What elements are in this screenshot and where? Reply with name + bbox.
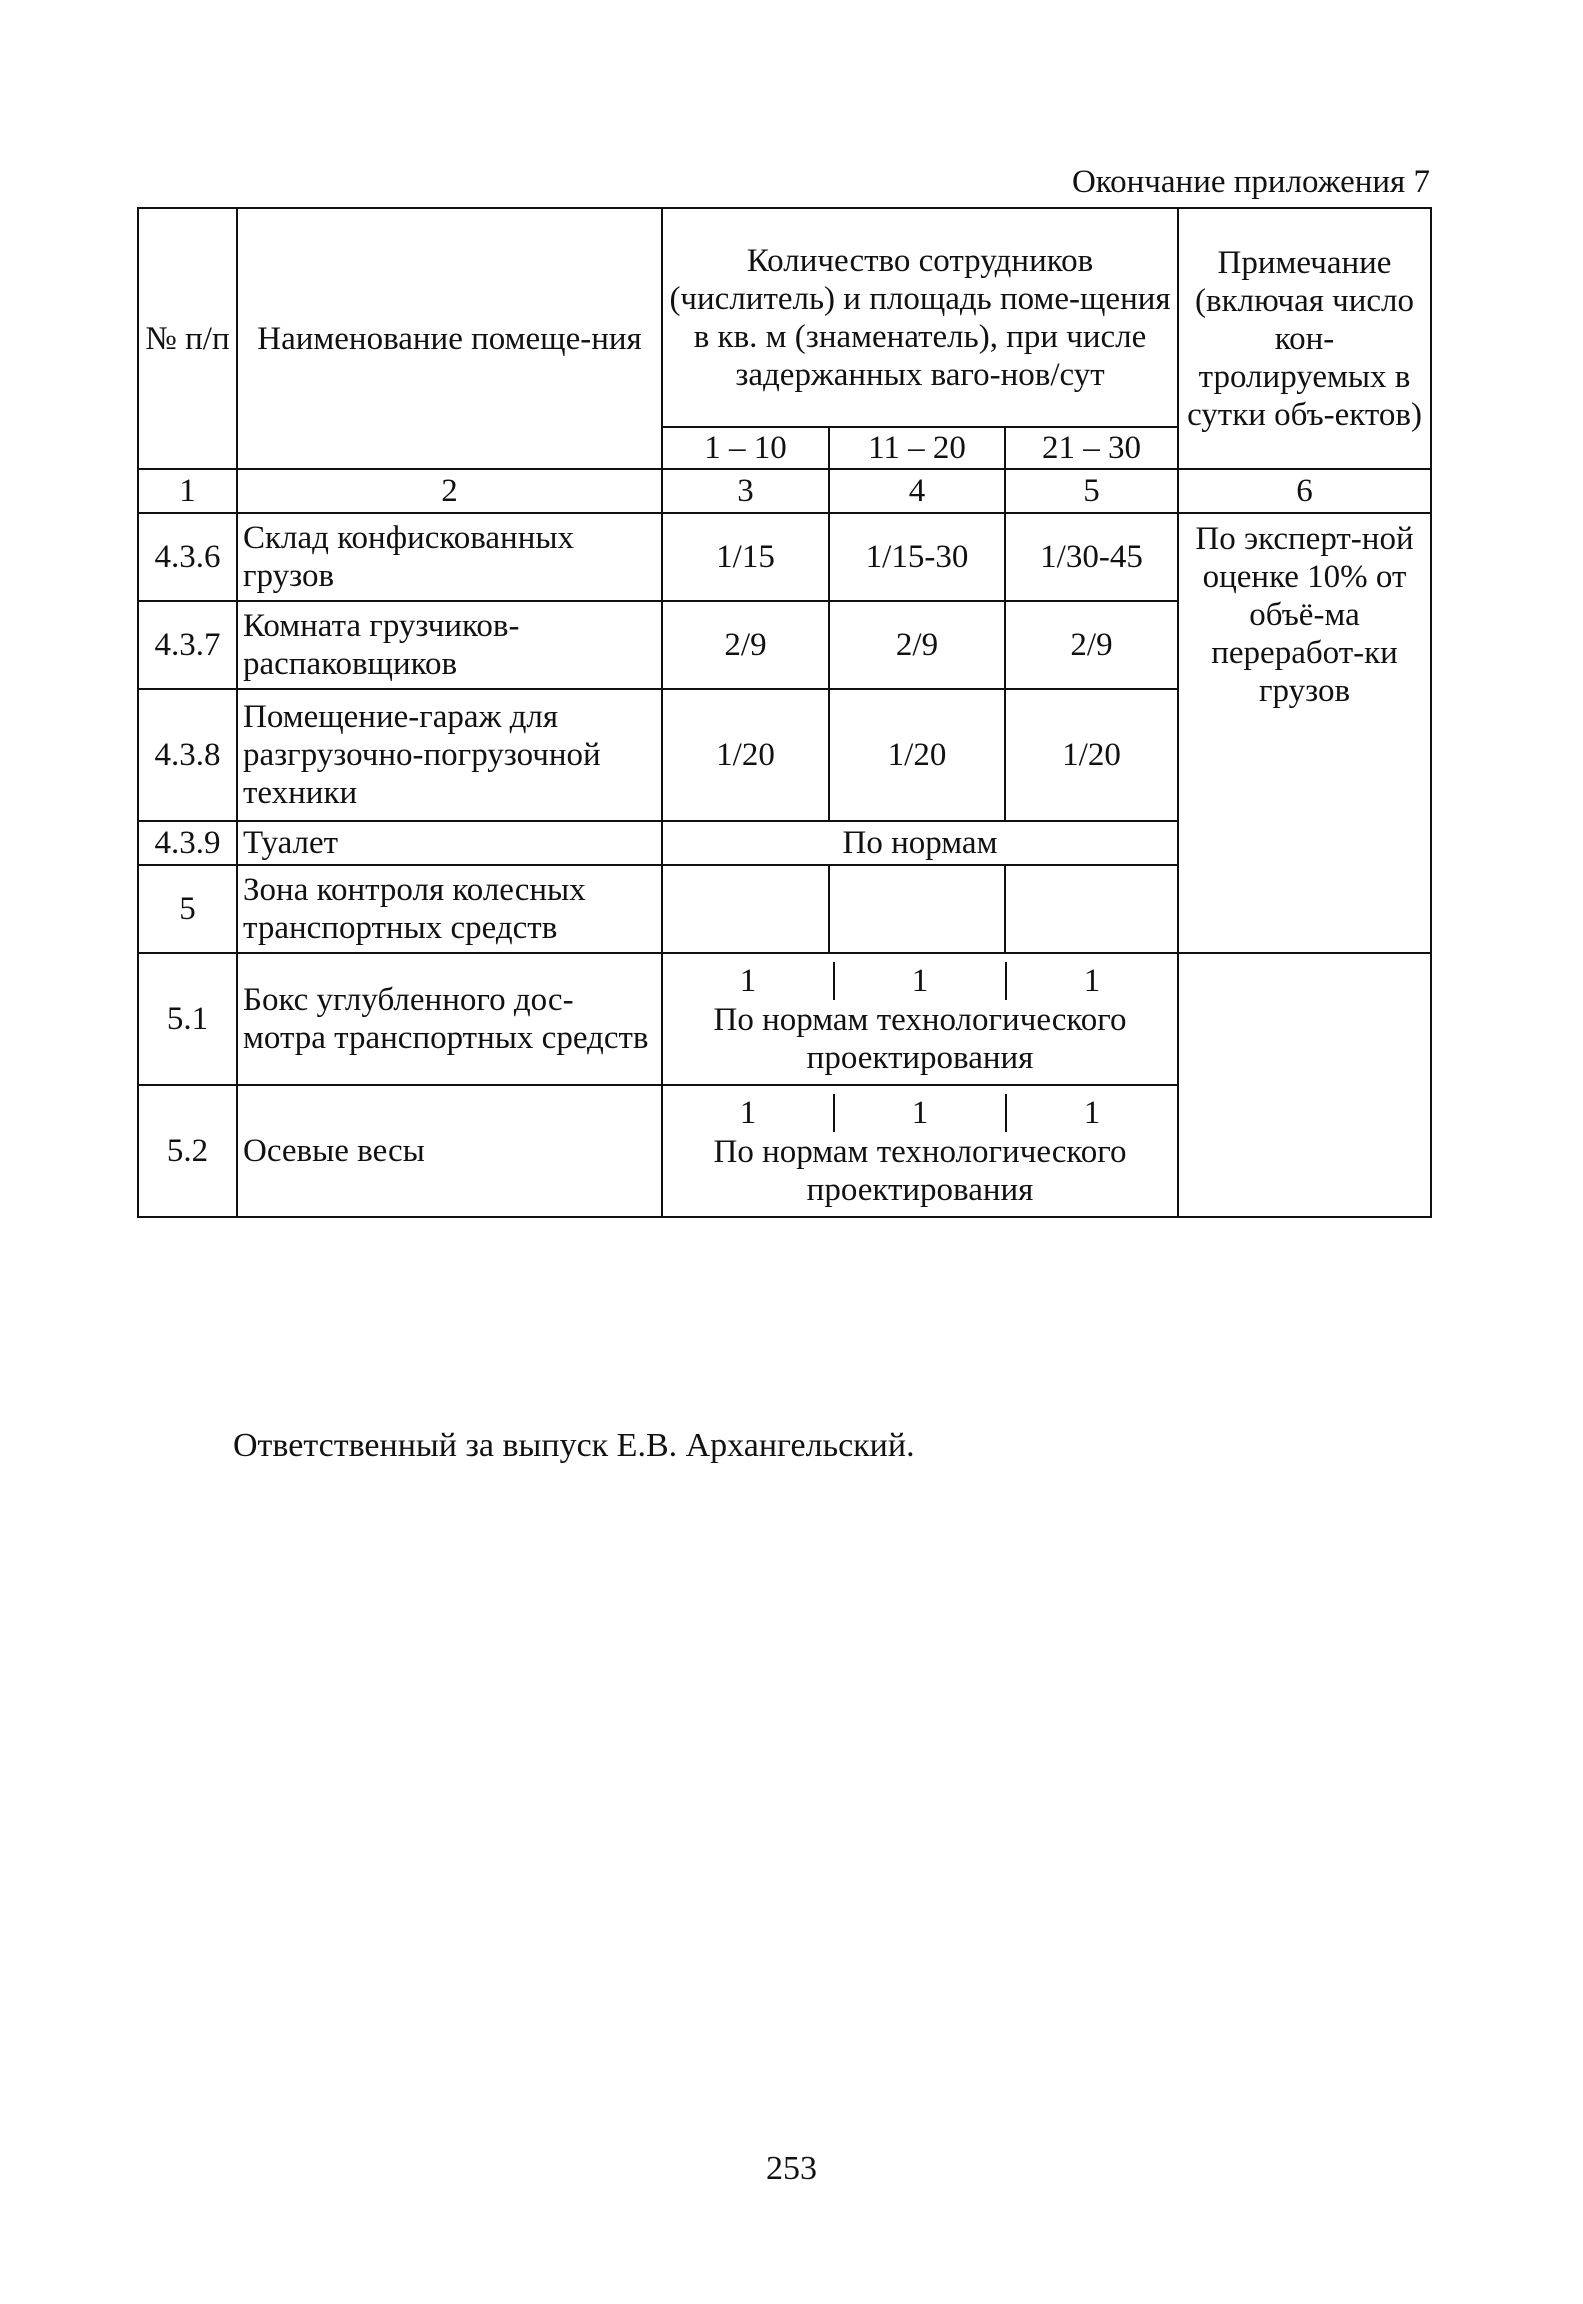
row-name: Помещение-гараж для разгрузочно-погрузочной техники xyxy=(237,689,662,821)
row-num: 4.3.6 xyxy=(138,513,237,601)
row-name: Комната грузчиков-распаковщиков xyxy=(237,601,662,689)
row-value-1 xyxy=(662,865,829,953)
row-num: 4.3.8 xyxy=(138,689,237,821)
row-value-1: 1 xyxy=(739,1095,757,1131)
row-value-1: 1 xyxy=(739,963,757,999)
value-split xyxy=(663,961,1177,1001)
header-name: Наименование помеще-ния xyxy=(237,208,662,469)
row-norm-text: По нормам технологического проектирования xyxy=(713,1002,1127,1076)
row-value-1: 1/20 xyxy=(662,689,829,821)
row-value-3: 1/30-45 xyxy=(1005,513,1178,601)
column-number-1: 1 xyxy=(138,469,237,513)
header-count: Количество сотрудников (числитель) и площадь поме-щения в кв. м (знаменатель), при числе задержанных ваго-нов/сут xyxy=(662,208,1178,427)
header-range-3: 21 – 30 xyxy=(1005,427,1178,469)
row-value-3 xyxy=(1005,865,1178,953)
row-merged-value: По нормам xyxy=(662,821,1178,865)
row-value-3: 2/9 xyxy=(1005,601,1178,689)
header-num: № п/п xyxy=(138,208,237,469)
empty-note-cell xyxy=(1178,953,1431,1217)
row-value-1: 1/15 xyxy=(662,513,829,601)
table-row xyxy=(138,513,1431,601)
row-value-3: 1 xyxy=(1005,962,1177,1000)
row-value-2 xyxy=(829,865,1005,953)
column-number-5: 5 xyxy=(1005,469,1178,513)
row-num: 5.2 xyxy=(138,1085,237,1217)
row-name: Бокс углубленного дос-мотра транспортных средств xyxy=(237,953,662,1085)
column-number-6: 6 xyxy=(1178,469,1431,513)
row-value-3: 1/20 xyxy=(1005,689,1178,821)
row-num: 5.1 xyxy=(138,953,237,1085)
row-split-values xyxy=(662,953,1178,1085)
appendix-caption: Окончание приложения 7 xyxy=(1071,164,1430,200)
column-number-2: 2 xyxy=(237,469,662,513)
row-name: Осевые весы xyxy=(237,1085,662,1217)
row-value-2: 1 xyxy=(833,1094,1005,1132)
row-name: Зона контроля колесных транспортных средств xyxy=(237,865,662,953)
note-cell: По эксперт-ной оценке 10% от объё-ма переработ-ки грузов xyxy=(1178,513,1431,953)
row-num: 4.3.9 xyxy=(138,821,237,865)
header-range-2: 11 – 20 xyxy=(829,427,1005,469)
header-range-1: 1 – 10 xyxy=(662,427,829,469)
responsible-line: Ответственный за выпуск Е.В. Архангельский. xyxy=(233,1427,915,1464)
column-number-4: 4 xyxy=(829,469,1005,513)
row-value-2: 1/15-30 xyxy=(829,513,1005,601)
row-value-2: 1 xyxy=(833,962,1005,1000)
rooms-table xyxy=(137,207,1432,1218)
row-name: Туалет xyxy=(237,821,662,865)
row-value-1: 2/9 xyxy=(662,601,829,689)
header-note: Примечание (включая число кон-тролируемых в сутки объ-ектов) xyxy=(1178,208,1431,469)
value-split xyxy=(663,1093,1177,1133)
row-split-values xyxy=(662,1085,1178,1217)
row-norm-text: По нормам технологического проектирования xyxy=(713,1134,1127,1208)
page-number: 253 xyxy=(766,2150,817,2187)
row-value-2: 2/9 xyxy=(829,601,1005,689)
column-number-3: 3 xyxy=(662,469,829,513)
row-num: 4.3.7 xyxy=(138,601,237,689)
table-row xyxy=(138,953,1431,1085)
row-value-2: 1/20 xyxy=(829,689,1005,821)
row-name: Склад конфискованных грузов xyxy=(237,513,662,601)
row-value-3: 1 xyxy=(1005,1094,1177,1132)
row-num: 5 xyxy=(138,865,237,953)
